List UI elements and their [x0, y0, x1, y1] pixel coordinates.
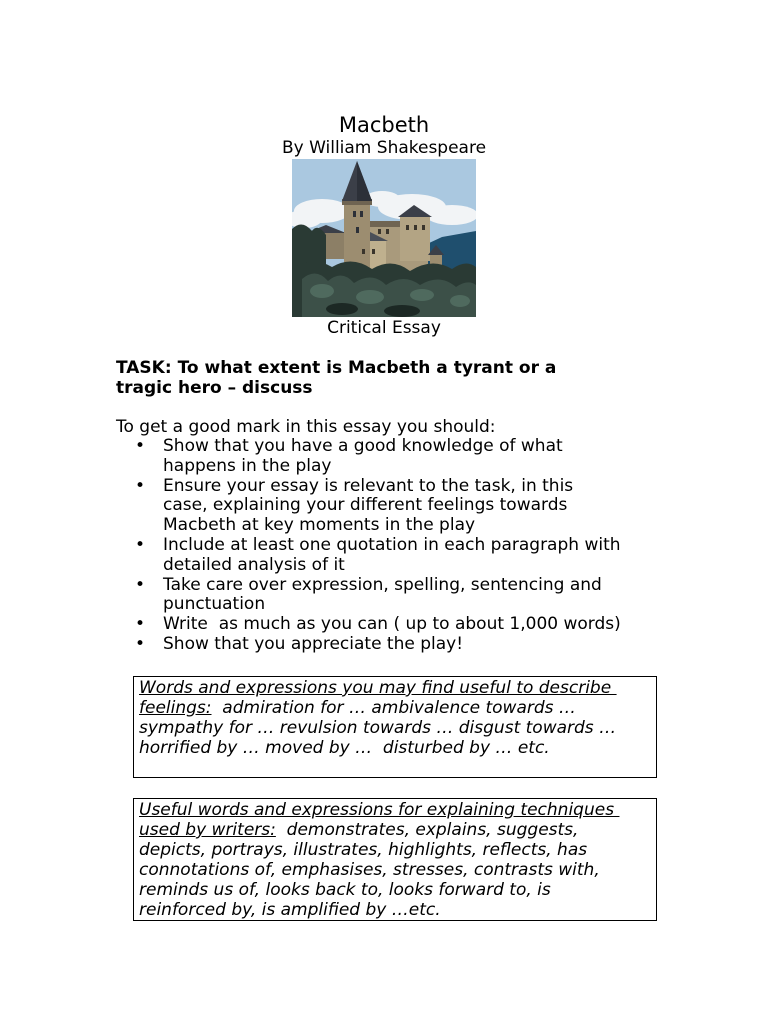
bullet-icon: •	[135, 633, 146, 654]
list-item-text: detailed analysis of it	[163, 554, 345, 575]
list-item-text: Macbeth at key moments in the play	[163, 515, 476, 536]
box-text: admiration for … ambivalence towards …	[211, 698, 576, 718]
box-heading: Useful words and expressions for explaining techniques	[139, 800, 620, 820]
intro-text: To get a good mark in this essay you should:	[116, 417, 496, 437]
list-item	[116, 576, 676, 616]
feelings-vocabulary-box	[133, 676, 657, 778]
box-line	[139, 820, 651, 840]
list-item-text: Write as much as you can ( up to about 1,000 words)	[163, 614, 621, 635]
box-heading: used by writers:	[139, 820, 276, 840]
requirements-list	[116, 437, 676, 655]
list-item	[116, 536, 676, 576]
list-item-text: Take care over expression, spelling, sentencing and	[163, 574, 602, 595]
list-item-text: Show that you appreciate the play!	[163, 633, 464, 654]
list-item	[116, 615, 676, 635]
author-line: By William Shakespeare	[281, 138, 487, 158]
bullet-icon: •	[135, 574, 146, 595]
box-line: depicts, portrays, illustrates, highlights, reflects, has	[139, 840, 588, 860]
box-heading: Words and expressions you may find useful to describe	[139, 678, 617, 698]
bullet-icon: •	[135, 436, 146, 456]
box-line: reinforced by, is amplified by …etc.	[139, 900, 441, 920]
task-line: TASK: To what extent is Macbeth a tyrant or a	[116, 358, 557, 378]
bullet-icon: •	[135, 614, 146, 635]
list-item-text: Show that you have a good knowledge of what	[163, 436, 563, 456]
box-line: sympathy for … revulsion towards … disgust towards …	[139, 718, 617, 738]
task-heading	[116, 358, 676, 398]
essay-type-label: Critical Essay	[327, 318, 441, 338]
box-line	[139, 800, 651, 820]
box-line: reminds us of, looks back to, looks forward to, is	[139, 880, 551, 900]
castle-illustration	[292, 159, 476, 317]
list-item-text: punctuation	[163, 594, 266, 615]
list-item	[116, 437, 676, 477]
list-item-text: happens in the play	[163, 455, 332, 476]
box-text: demonstrates, explains, suggests,	[275, 820, 579, 840]
box-line: horrified by … moved by … disturbed by … etc.	[139, 738, 550, 758]
list-item-text: Include at least one quotation in each paragraph with	[163, 534, 621, 555]
bullet-icon: •	[135, 475, 146, 496]
list-item-text: case, explaining your different feelings towards	[163, 495, 568, 516]
bullet-icon: •	[135, 534, 146, 555]
techniques-vocabulary-box	[133, 798, 657, 921]
document-title: Macbeth	[338, 113, 430, 137]
list-item-text: Ensure your essay is relevant to the task, in this	[163, 475, 574, 496]
list-item	[116, 635, 676, 655]
box-line	[139, 698, 651, 718]
list-item	[116, 477, 676, 536]
box-heading: feelings:	[139, 698, 212, 718]
task-line: tragic hero – discuss	[116, 378, 313, 398]
box-line: connotations of, emphasises, stresses, contrasts with,	[139, 860, 600, 880]
box-line	[139, 678, 651, 698]
